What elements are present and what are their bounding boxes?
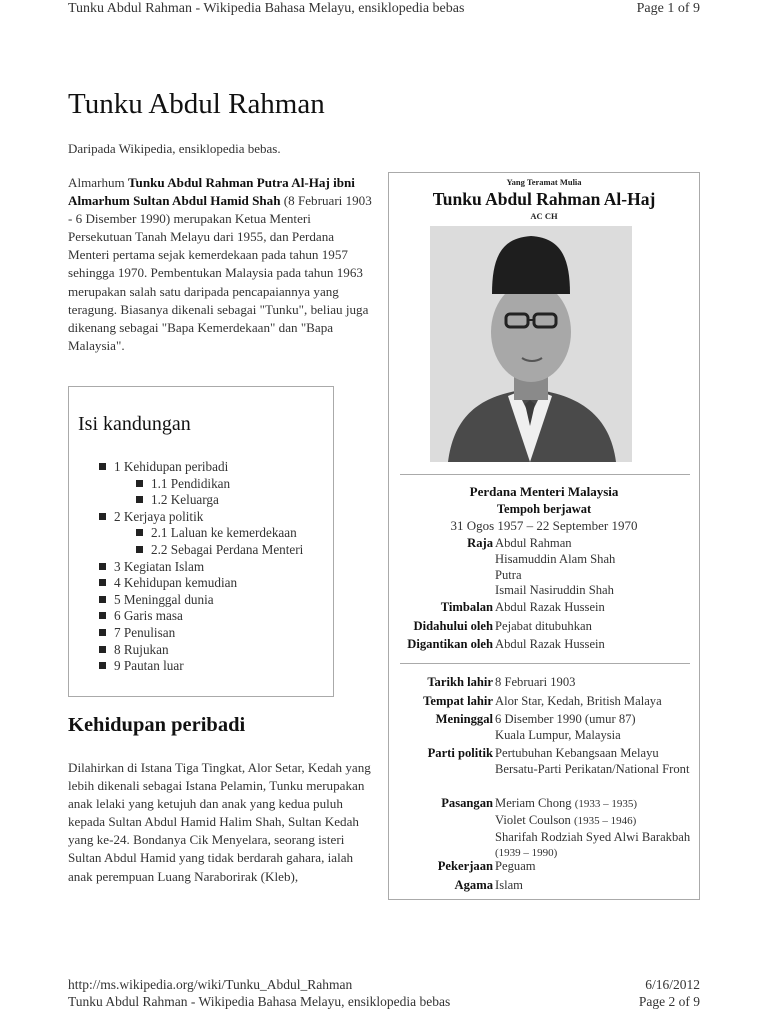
- bullet-icon: [99, 629, 106, 636]
- toc-item[interactable]: [99, 559, 303, 576]
- infobox-term-label: Tempoh berjawat: [496, 502, 592, 516]
- bullet-icon: [99, 662, 106, 669]
- page-subtitle: Daripada Wikipedia, ensiklopedia bebas.: [68, 141, 281, 156]
- section-heading: Kehidupan peribadi: [68, 714, 246, 736]
- spouse-name: Sharifah Rodziah Syed Alwi Barakbah: [495, 829, 691, 844]
- row-label: Tarikh lahir: [427, 675, 493, 689]
- portrait-photo[interactable]: [430, 226, 632, 462]
- toc-item[interactable]: [99, 525, 303, 542]
- death-date: 6 Disember 1990 (umur 87): [495, 712, 636, 726]
- row-label: Timbalan: [440, 600, 493, 614]
- bullet-icon: [136, 529, 143, 536]
- toc-item-label[interactable]: 2 Kerjaya politik: [114, 508, 204, 524]
- toc-item-label[interactable]: 9 Pautan luar: [114, 658, 184, 674]
- row-label: Didahului oleh: [413, 619, 493, 633]
- toc-item-label[interactable]: 5 Meninggal dunia: [114, 591, 214, 607]
- toc-item-label[interactable]: 6 Garis masa: [114, 608, 183, 624]
- row-value: Pejabat ditubuhkan: [495, 619, 592, 633]
- spouse-years: (1935 – 1946): [574, 814, 637, 827]
- infobox-name: Tunku Abdul Rahman Al-Haj: [432, 189, 656, 209]
- bullet-icon: [99, 463, 106, 470]
- footer-page-number: Page 2 of 9: [638, 994, 700, 1009]
- raja-link[interactable]: Putra: [495, 567, 522, 582]
- intro-name-link[interactable]: Tunku Abdul Rahman Putra Al-Haj ibni Almarhum Sultan Abdul Hamid Shah: [68, 175, 355, 209]
- bullet-icon: [99, 579, 106, 586]
- infobox-postnominal: AC CH: [530, 211, 558, 221]
- toc-item-label[interactable]: 1.2 Keluarga: [151, 492, 219, 508]
- row-label: Digantikan oleh: [407, 637, 493, 651]
- row-label: Meninggal: [435, 712, 493, 726]
- bullet-icon: [136, 480, 143, 487]
- row-value-link[interactable]: Pertubuhan Kebangsaan Melayu Bersatu-Parti Perikatan/National Front: [495, 746, 690, 776]
- raja-link[interactable]: Ismail Nasiruddin Shah: [495, 583, 614, 598]
- toc-item-label[interactable]: 3 Kegiatan Islam: [114, 558, 205, 574]
- toc-item-label[interactable]: 7 Penulisan: [114, 624, 176, 640]
- infobox-divider: [400, 663, 690, 664]
- toc-item[interactable]: [99, 658, 303, 675]
- toc-item[interactable]: [99, 608, 303, 625]
- toc-item-label[interactable]: 1.1 Pendidikan: [151, 475, 231, 491]
- footer-url[interactable]: http://ms.wikipedia.org/wiki/Tunku_Abdul_Rahman: [68, 977, 353, 992]
- raja-link[interactable]: Abdul Rahman: [495, 536, 572, 550]
- raja-link[interactable]: Hisamuddin Alam Shah: [495, 551, 616, 566]
- infobox-term-dates: 31 Ogos 1957 – 22 September 1970: [450, 518, 638, 533]
- bullet-icon: [136, 496, 143, 503]
- row-label: Pasangan: [441, 796, 493, 810]
- spouse-entry: [495, 813, 700, 830]
- toc-title: Isi kandungan: [78, 413, 191, 435]
- row-value-link[interactable]: Alor Star, Kedah, British Malaya: [495, 694, 662, 708]
- infobox-office: Perdana Menteri Malaysia: [469, 484, 619, 499]
- intro-text-pre: Almarhum: [68, 175, 129, 190]
- infobox: [388, 172, 700, 900]
- toc-item-label[interactable]: 8 Rujukan: [114, 641, 169, 657]
- toc-item-label[interactable]: 1 Kehidupan peribadi: [114, 459, 229, 474]
- toc-item[interactable]: [99, 459, 303, 476]
- bullet-icon: [99, 646, 106, 653]
- spouse-name: Meriam Chong: [495, 796, 572, 810]
- toc-item[interactable]: [99, 476, 303, 493]
- toc-item[interactable]: [99, 492, 303, 509]
- toc-item[interactable]: [99, 509, 303, 526]
- toc-item-label[interactable]: 2.1 Laluan ke kemerdekaan: [151, 525, 297, 541]
- death-place-link[interactable]: Kuala Lumpur, Malaysia: [495, 727, 621, 742]
- row-value-link[interactable]: Abdul Razak Hussein: [495, 637, 605, 651]
- spouse-name: Violet Coulson: [495, 812, 571, 827]
- header-title: Tunku Abdul Rahman - Wikipedia Bahasa Melayu, ensiklopedia bebas: [68, 1, 465, 16]
- toc-item-label[interactable]: 4 Kehidupan kemudian: [114, 575, 238, 591]
- row-label: Agama: [454, 878, 493, 892]
- row-value: [495, 536, 700, 599]
- toc-item-label[interactable]: 2.2 Sebagai Perdana Menteri: [151, 541, 304, 557]
- toc-item[interactable]: [99, 642, 303, 659]
- row-value-link[interactable]: Abdul Razak Hussein: [495, 600, 605, 614]
- bullet-icon: [136, 546, 143, 553]
- row-label: Raja: [467, 536, 493, 550]
- intro-paragraph: [68, 174, 376, 355]
- row-value-link[interactable]: Islam: [495, 878, 523, 892]
- page-title: Tunku Abdul Rahman: [68, 88, 325, 120]
- row-value: [495, 712, 700, 744]
- bullet-icon: [99, 513, 106, 520]
- row-label: Tempat lahir: [423, 694, 493, 708]
- row-label: Parti politik: [427, 746, 493, 760]
- header-page-number: Page 1 of 9: [636, 1, 700, 16]
- row-label: Pekerjaan: [437, 859, 493, 873]
- toc-list: [99, 459, 303, 675]
- section-paragraph: Dilahirkan di Istana Tiga Tingkat, Alor Setar, Kedah yang lebih dikenali sebagai Istana Pelamin, Tunku merupakan anak lelaki yang ketujuh dan anak yang kedua puluh kepada Sultan Abdul Hamid Halim Shah, Sultan Kedah yang ke-24. Bondanya Cik Menyelara, seorang isteri Sultan Abdul Hamid yang tidak berdarah gahara, ialah anak perempuan Luang Naraborirak (Kleb),: [68, 760, 371, 884]
- toc-item[interactable]: [99, 592, 303, 609]
- bullet-icon: [99, 612, 106, 619]
- infobox-honorific: Yang Teramat Mulia: [506, 177, 582, 187]
- footer-title: Tunku Abdul Rahman - Wikipedia Bahasa Melayu, ensiklopedia bebas: [68, 994, 451, 1009]
- bullet-icon: [99, 563, 106, 570]
- spouse-years: (1933 – 1935): [574, 798, 638, 810]
- toc-item[interactable]: [99, 542, 303, 559]
- row-value: 8 Februari 1903: [495, 675, 576, 689]
- intro-text: (8 Februari 1903 - 6 Disember 1990) merupakan Ketua Menteri Persekutuan Tanah Melayu dari 1955, dan Perdana Menteri pertama sejak kemerdekaan pada tahun 1957 sehingga 1970. Pembentukan Malaysia pada tahun 1963 merupakan salah satu daripada pencapaiannya yang teragung. Biasanya dikenali sebagai "Tunku", beliau juga dikenang sebagai "Bapa Kemerdekaan" dan "Bapa Malaysia".: [68, 193, 372, 353]
- spouse-entry: [495, 830, 700, 863]
- spouse-years: (1939 – 1990): [495, 847, 558, 860]
- row-value: [495, 796, 700, 862]
- infobox-divider: [400, 474, 690, 475]
- toc-item[interactable]: [99, 575, 303, 592]
- spouse-entry: [495, 796, 700, 813]
- portrait-illustration: [430, 226, 632, 462]
- table-of-contents: [68, 386, 334, 697]
- row-value-link[interactable]: Peguam: [495, 859, 536, 873]
- toc-item[interactable]: [99, 625, 303, 642]
- bullet-icon: [99, 596, 106, 603]
- footer-date: 6/16/2012: [645, 977, 700, 992]
